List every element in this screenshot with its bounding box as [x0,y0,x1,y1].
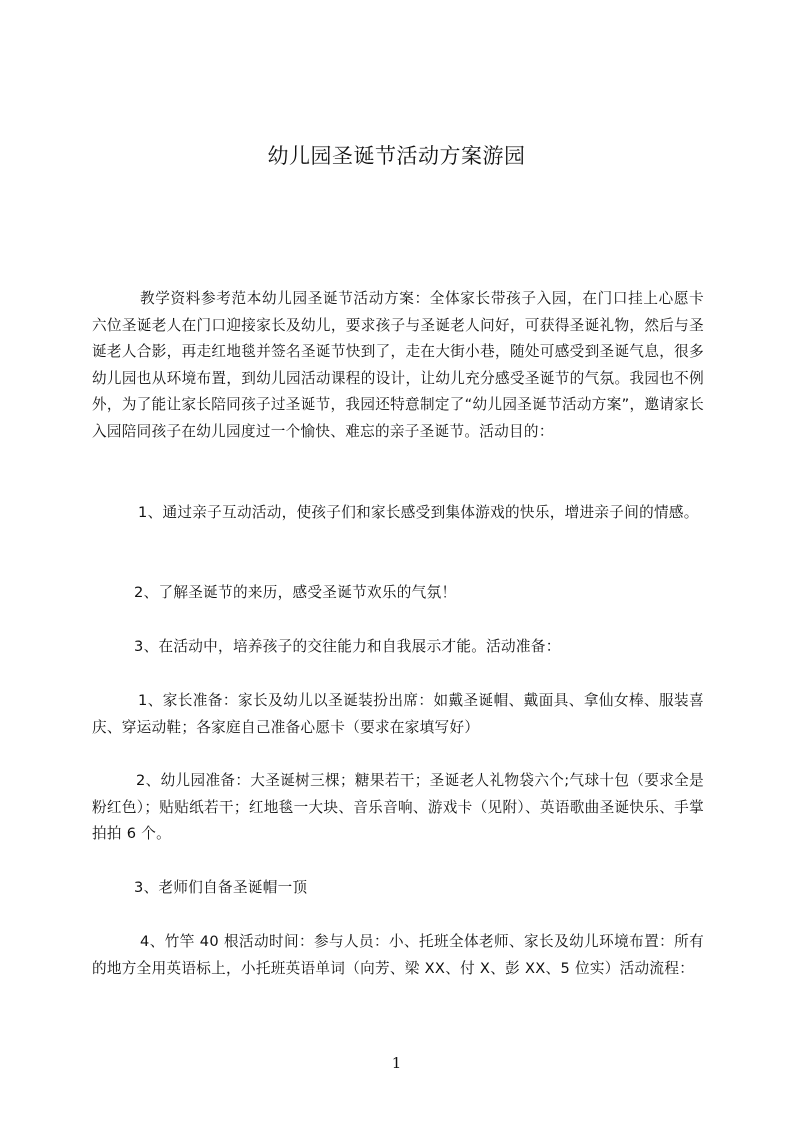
prep-item-4 [92,929,704,982]
goal-item-2 [92,580,704,607]
goal-item-2-text: 2、了解圣诞节的来历，感受圣诞节欢乐的气氛！ [134,584,457,601]
page-number: 1 [391,1054,402,1072]
prep-item-1-text: 1、家长准备：家长及幼儿以圣诞装扮出席：如戴圣诞帽、戴面具、拿仙女棒、服装喜庆、穿运动鞋；各家庭自己准备心愿卡（要求在家填写好） [92,692,704,736]
document-title: 幼儿园圣诞节活动方案游园 [267,144,526,168]
goal-item-3-text: 3、在活动中，培养孩子的交往能力和自我展示才能。活动准备： [134,638,561,655]
goal-item-1-text: 1、通过亲子互动活动，使孩子们和家长感受到集体游戏的快乐，增进亲子间的情感。 [138,504,699,521]
intro-paragraph [92,286,704,445]
goal-item-3 [92,634,704,661]
prep-item-2-text: 2、幼儿园准备：大圣诞树三棵；糖果若干；圣诞老人礼物袋六个;气球十包（要求全是粉红色）；贴贴纸若干；红地毯一大块、音乐音响、游戏卡（见附）、英语歌曲圣诞快乐、手掌拍拍 6 个。 [92,772,704,842]
prep-item-3 [92,875,704,902]
prep-item-4-text: 4、竹竿 40 根活动时间：参与人员：小、托班全体老师、家长及幼儿环境布置：所有的地方全用英语标上，小托班英语单词（向芳、梁 XX、付 X、彭 XX、5 位实）活动流程： [92,933,704,977]
intro-paragraph-text: 教学资料参考范本幼儿园圣诞节活动方案：全体家长带孩子入园，在门口挂上心愿卡六位圣诞老人在门口迎接家长及幼儿，要求孩子与圣诞老人问好，可获得圣诞礼物，然后与圣诞老人合影，再走红地毯并签名圣诞节快到了，走在大街小巷，随处可感受到圣诞气息，很多幼儿园也从环境布置，到幼儿园活动课程的设计，让幼儿充分感受圣诞节的气氛。我园也不例外，为了能让家长陪同孩子过圣诞节，我园还特意制定了“幼儿园圣诞节活动方案”，邀请家长入园陪同孩子在幼儿园度过一个愉快、难忘的亲子圣诞节。活动目的： [92,290,704,440]
prep-item-3-text: 3、老师们自备圣诞帽一顶 [134,879,308,896]
prep-item-1 [92,688,704,741]
goal-item-1 [92,500,704,527]
prep-item-2 [92,768,704,848]
